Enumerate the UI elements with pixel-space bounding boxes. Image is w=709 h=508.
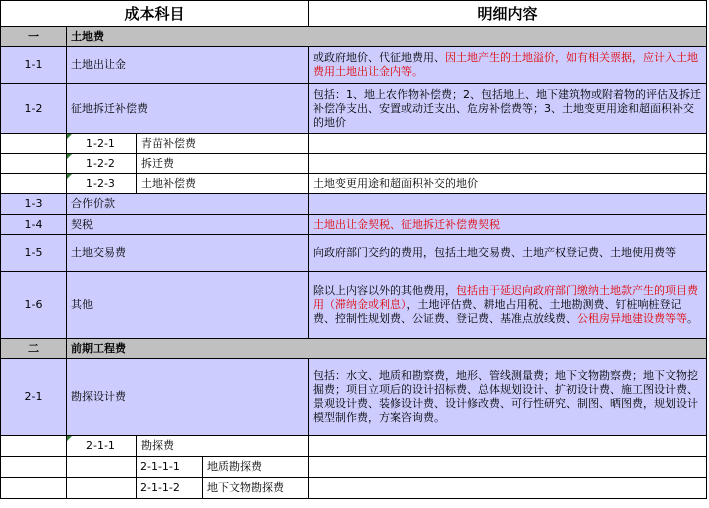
blank-cell — [0, 134, 67, 154]
blank-cell — [0, 478, 67, 499]
sub-name[interactable]: 拆迁费 — [137, 154, 309, 174]
blank-cell — [67, 478, 137, 499]
detail-cell[interactable] — [309, 47, 707, 84]
detail-text — [313, 218, 500, 232]
section-code[interactable]: 一 — [0, 27, 67, 47]
detail-text — [313, 284, 702, 326]
detail-segment: ，土地评估费、耕地占用税、土地勘测费、钉桩响桩登记费、控制性规划费、公证费、登记费、基准点放线费、 — [313, 298, 682, 325]
detail-cell[interactable] — [309, 436, 707, 457]
sub-name[interactable]: 土地补偿费 — [137, 174, 309, 194]
detail-text — [313, 177, 478, 191]
item-code[interactable]: 2-1 — [0, 359, 67, 436]
table-row — [0, 154, 709, 174]
detail-cell[interactable] — [309, 457, 707, 478]
sub-code[interactable]: 2-1-1 — [67, 436, 137, 457]
sub2-name[interactable]: 地质勘探费 — [203, 457, 309, 478]
detail-cell[interactable] — [309, 215, 707, 235]
detail-segment: 。 — [687, 312, 698, 325]
detail-cell[interactable] — [309, 235, 707, 272]
table-row — [0, 134, 709, 154]
header-row — [0, 0, 709, 27]
detail-cell[interactable] — [309, 272, 707, 339]
sub2-code[interactable]: 2-1-1-2 — [137, 478, 203, 499]
section-row — [0, 339, 709, 359]
item-code[interactable]: 1-1 — [0, 47, 67, 84]
table-row — [0, 235, 709, 272]
detail-text — [313, 246, 676, 260]
detail-cell[interactable] — [309, 174, 707, 194]
item-name[interactable]: 勘探设计费 — [67, 359, 309, 436]
section-name[interactable]: 前期工程费 — [67, 339, 707, 359]
table-row — [0, 436, 709, 457]
blank-cell — [67, 457, 137, 478]
table-row — [0, 194, 709, 215]
blank-cell — [0, 457, 67, 478]
blank-cell — [0, 174, 67, 194]
table-row — [0, 359, 709, 436]
sub2-code[interactable]: 2-1-1-1 — [137, 457, 203, 478]
item-code[interactable]: 1-3 — [0, 194, 67, 215]
table-row — [0, 47, 709, 84]
comment-marker-icon — [67, 134, 72, 139]
sub-name[interactable]: 青苗补偿费 — [137, 134, 309, 154]
detail-cell[interactable] — [309, 359, 707, 436]
detail-segment: 包括：1、地上农作物补偿费；2、包括地上、地下建筑物或附着物的评估及拆迁补偿净支出、安置或动迁支出、危房补偿费等；3、土地变更用途和超面积补交的地价 — [313, 87, 701, 129]
detail-cell[interactable] — [309, 154, 707, 174]
table-row — [0, 457, 709, 478]
detail-segment: 向政府部门交约的费用，包括土地交易费、土地产权登记费、土地使用费等 — [313, 246, 676, 259]
sub-code[interactable]: 1-2-1 — [67, 134, 137, 154]
item-code[interactable]: 1-2 — [0, 84, 67, 134]
sub-code[interactable]: 1-2-2 — [67, 154, 137, 174]
detail-segment: 包括：水文、地质和勘察费，地形、管线测量费；地下文物勘察费；地下文物挖掘费；项目立项后的设计招标费、总体规划设计、扩初设计费、施工图设计费、景观设计费、装修设计费、设计修改费、可行性研究、制图、晒图费，规划设计模型制作费，方案咨询费。 — [313, 369, 698, 424]
detail-highlight: 包括由于延迟向政府部门缴纳土地款产生的项目费用（滞纳金或利息） — [313, 284, 698, 311]
detail-highlight: 公租房异地建设费等等 — [577, 312, 687, 325]
table-row — [0, 215, 709, 235]
detail-segment: 土地变更用途和超面积补交的地价 — [313, 176, 478, 190]
table-row — [0, 84, 709, 134]
item-name[interactable]: 土地交易费 — [67, 235, 309, 272]
detail-highlight: 因土地产生的土地溢价，如有相关票据，应计入土地费用土地出让金内等。 — [313, 51, 698, 78]
detail-cell[interactable] — [309, 478, 707, 499]
item-name[interactable]: 契税 — [67, 215, 309, 235]
item-code[interactable]: 1-4 — [0, 215, 67, 235]
header-detail[interactable]: 明细内容 — [309, 0, 707, 27]
detail-cell[interactable] — [309, 134, 707, 154]
item-code[interactable]: 1-5 — [0, 235, 67, 272]
detail-segment: 或政府地价、代征地费用、 — [313, 51, 445, 64]
section-code[interactable]: 二 — [0, 339, 67, 359]
detail-text — [313, 51, 702, 79]
section-row — [0, 27, 709, 47]
comment-marker-icon — [67, 174, 72, 179]
comment-marker-icon — [67, 154, 72, 159]
item-name[interactable]: 合作价款 — [67, 194, 309, 215]
table-row — [0, 478, 709, 499]
detail-highlight: 土地出让金契税、征地拆迁补偿费契税 — [313, 217, 500, 231]
detail-cell[interactable] — [309, 194, 707, 215]
detail-cell[interactable] — [309, 84, 707, 134]
blank-cell — [0, 154, 67, 174]
item-name[interactable]: 其他 — [67, 272, 309, 339]
section-name[interactable]: 土地费 — [67, 27, 707, 47]
item-name[interactable]: 土地出让金 — [67, 47, 309, 84]
blank-cell — [0, 436, 67, 457]
item-code[interactable]: 1-6 — [0, 272, 67, 339]
comment-marker-icon — [67, 436, 72, 441]
sub-name[interactable]: 勘探费 — [137, 436, 309, 457]
sub2-name[interactable]: 地下文物勘探费 — [203, 478, 309, 499]
detail-text — [313, 369, 702, 425]
table-row — [0, 272, 709, 339]
detail-text — [313, 88, 702, 130]
detail-segment: 除以上内容以外的其他费用， — [313, 284, 456, 297]
table-row — [0, 174, 709, 194]
header-subject[interactable]: 成本科目 — [0, 0, 309, 27]
sub-code[interactable]: 1-2-3 — [67, 174, 137, 194]
item-name[interactable]: 征地拆迁补偿费 — [67, 84, 309, 134]
